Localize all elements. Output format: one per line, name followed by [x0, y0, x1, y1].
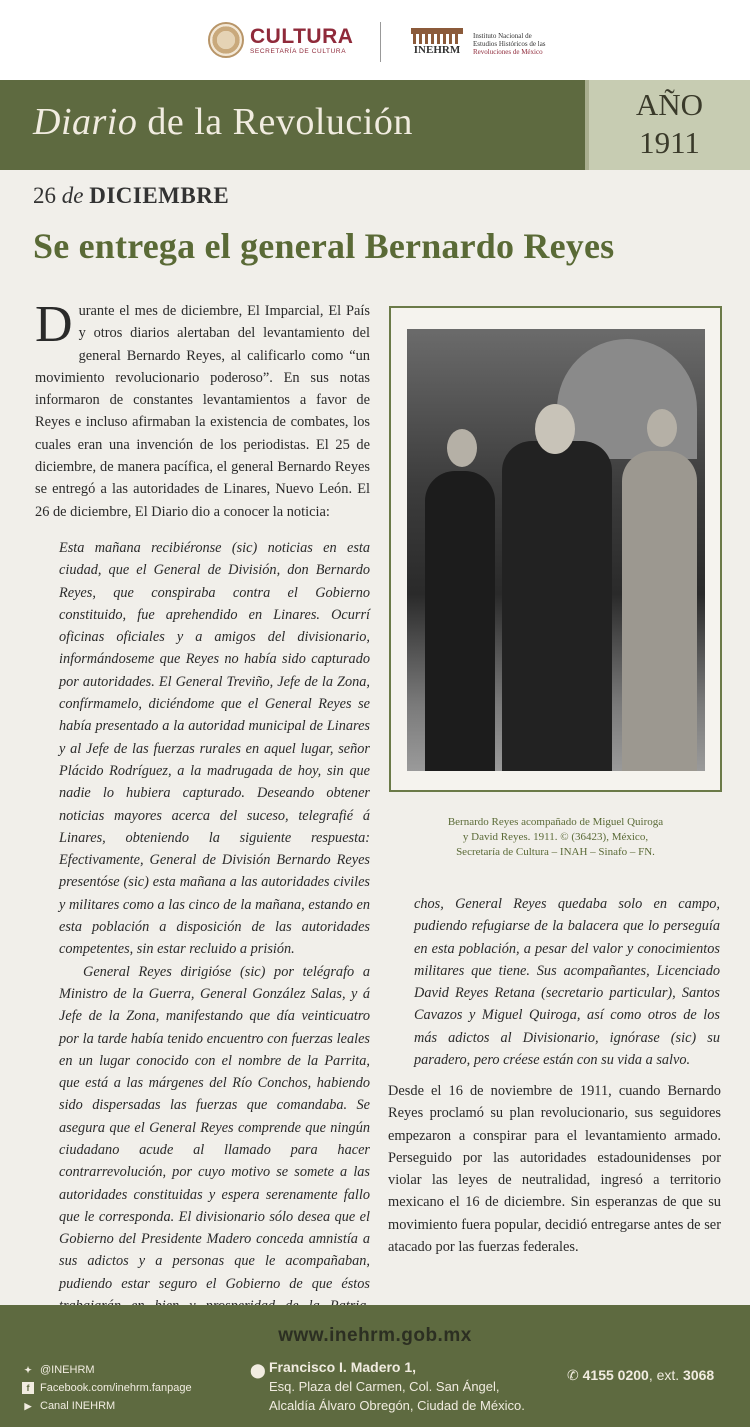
cultura-name: CULTURA: [250, 24, 354, 48]
year-badge: [585, 80, 750, 170]
address-block: ⬤ Francisco I. Madero 1, Esq. Plaza del Carmen, Col. San Ángel, Alcaldía Álvaro Obregón, Ciudad de México.: [250, 1359, 525, 1413]
cultura-logo[interactable]: [208, 22, 353, 58]
article-headline: Se entrega el general Bernardo Reyes: [33, 226, 615, 266]
drop-cap: D: [35, 296, 73, 353]
phone-number[interactable]: ✆ 4155 0200, ext. 3068: [567, 1367, 715, 1383]
inehrm-building-icon: [407, 24, 467, 56]
facebook-link[interactable]: f Facebook.com/inehrm.fanpage: [22, 1379, 192, 1397]
year-label: AÑO: [635, 87, 704, 122]
youtube-icon: ▶: [24, 1401, 32, 1411]
photo-frame: [389, 306, 722, 792]
year-value: 1911: [639, 125, 700, 160]
closing-paragraph: Desde el 16 de noviembre de 1911, cuando Bernardo Reyes proclamó su plan revolucionario, sus seguidores empezaron a conspirar para el levantamiento armado. Perseguido por las autoridades estadounidenses por violar las leyes de neutralidad, ingresó a territorio mexicano el 16 de diciembre. Sin esperanzas de que su movimiento fuera popular, decidió entregarse antes de ser atacado por las fuerzas federales.: [388, 1083, 721, 1256]
location-pin-icon: ⬤: [250, 1362, 266, 1378]
top-logo-bar: [0, 0, 750, 80]
newspaper-quote: [35, 537, 370, 1340]
left-column: [35, 296, 370, 1340]
historical-photo[interactable]: [407, 329, 705, 771]
footer: [0, 1305, 750, 1427]
phone-icon: ✆: [567, 1367, 583, 1383]
publication-title: Diario de la Revolución: [33, 101, 413, 143]
intro-paragraph: Durante el mes de diciembre, El Imparcial, El País y otros diarios alertaban del levantamiento del general Bernardo Reyes, al calificarlo como “un movimiento revolucionario poderoso”. En sus notas informaron de constantes levantamientos a favor de Reyes e incluso afirmaban la existencia de combates, los cuales eran una invención de los periodistas. El 25 de diciembre, de manera pacífica, el general Bernardo Reyes se entregó a las autoridades de Linares, Nuevo León. El 26 de diciembre, El Diario dio a conocer la noticia:: [35, 296, 370, 520]
youtube-link[interactable]: ▶ Canal INEHRM: [22, 1397, 192, 1415]
inehrm-acronym: INEHRM: [413, 44, 461, 56]
social-links: [22, 1361, 192, 1415]
logo-divider: [380, 22, 381, 62]
inehrm-fullname: Instituto Nacional de Estudios Históricos de las Revoluciones de México: [473, 32, 546, 56]
quote-paragraph-1: Esta mañana recibiéronse (sic) noticias en esta ciudad, que el General de División, don Bernardo Reyes, que conspiraba contra el Gobierno constituido, fue aprehendido en Linares. Ocurrí oficinas oficiales y a amigos del divisionario, informándoseme que Reyes no había sido capturado por autoridades. El General Treviño, Jefe de la Zona, confírmamelo, diciéndome que el General Reyes se había presentado a la autoridad municipal de Linares y al Jefe de las fuerzas rurales en aquel lugar, señor Plácido Rodríguez, a la madrugada de hoy, sin que nadie lo hubiera capturado. Deseando obtener noticias mayores acerca del suceso, telegrafié á Linares, obteniendo la siguiente respuesta: Efectivamente, General de División Bernardo Reyes presentóse (sic) esta mañana a las autoridades civiles y militares como a las cinco de la mañana, estando en esta población a disposición de las autoridades competentes, sin estar recluido a prisión.: [59, 539, 370, 958]
quote-paragraph-2: General Reyes dirigióse (sic) por telégrafo a Ministro de la Guerra, General González Salas, y á Jefe de la Zona, manifestando que día veinticuatro por la tarde había tenido encuentro con fuerzas leales en un lugar conocido con el nombre de la Parrita, que está a las márgenes del Río Conchos, habiendo sido dispersadas las fuerzas que comandaba. Se asegura que el General Reyes comprende que ningún ciudadano acude al llamado para hacer contrarrevolución, por cuyo motivo se somete a las autoridades constituidas y espera serenamente fallo que le corresponda. El divisionario sólo desea que el Gobierno del Presidente Madero conceda amnistía a sus adictos y a personas que le acompañaban, pudiendo estar seguro el Gobierno de que éstos: [59, 963, 370, 1292]
inehrm-logo[interactable]: [407, 24, 546, 56]
photo-caption: Bernardo Reyes acompañado de Miguel Quiroga y David Reyes. 1911. © (36423), México, Secretaría de Cultura – INAH – Sinafo – FN.: [447, 816, 664, 858]
twitter-link[interactable]: ✦ @INEHRM: [22, 1361, 192, 1379]
mexico-seal-icon: [208, 22, 244, 58]
quote-continuation: chos, General Reyes quedaba solo en campo, pudiendo refugiarse de la balacera que lo perseguía en esta población, a pesar del valor y conocimientos militares que tiene. Sus acompañantes, Licenciado David Reyes Retana (secretario particular), Santos Cavazos y Miguel Quiroga, así como otros de los más adictos al Divisionario, ignórase (sic) su paradero, pero créese están con su vida a salvo.: [414, 896, 720, 1069]
facebook-icon: f: [22, 1382, 34, 1394]
twitter-icon: ✦: [24, 1365, 32, 1375]
article-date: 26 de DICIEMBRE: [33, 183, 230, 208]
website-link[interactable]: www.inehrm.gob.mx: [278, 1325, 472, 1346]
cultura-subtitle: SECRETARÍA DE CULTURA: [250, 47, 347, 55]
